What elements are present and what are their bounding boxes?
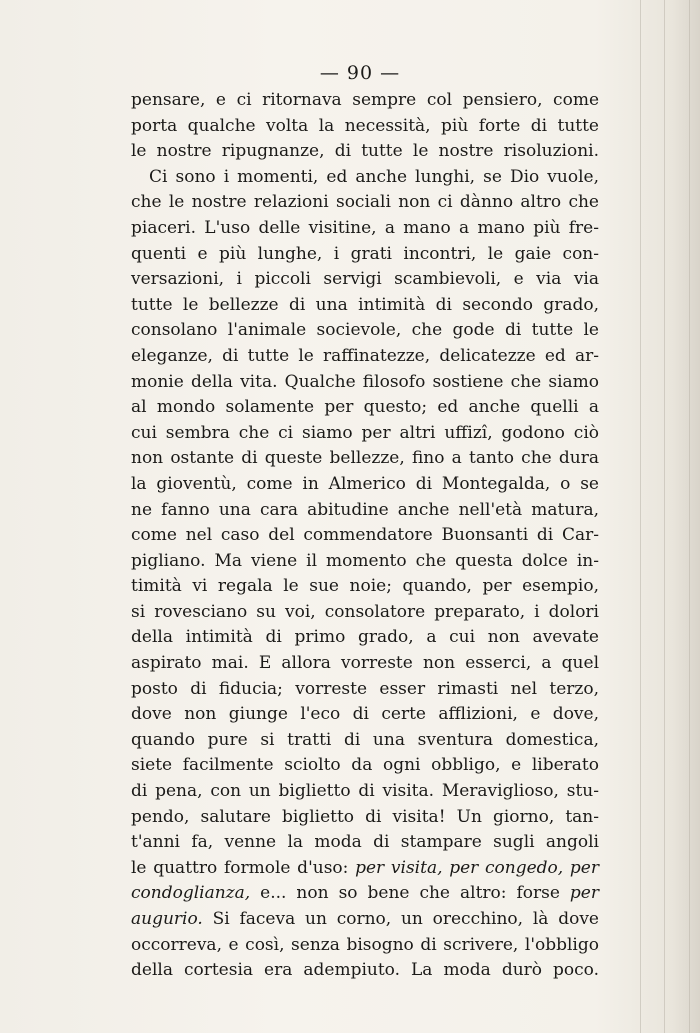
body-text (131, 88, 599, 984)
text-line: quando pure si tratti di una sventura domestica, (131, 729, 599, 750)
text-line: quenti e più lunghe, i grati incontri, le gaie con- (131, 243, 599, 264)
text-line: di pena, con un biglietto di visita. Meraviglioso, stu- (131, 781, 599, 802)
text-line: ne fanno una cara abitudine anche nell'età matura, (131, 499, 599, 520)
text-line (131, 907, 599, 933)
text-line: Ci sono i momenti, ed anche lunghi, se Dio vuole, (149, 166, 599, 187)
text-line: versazioni, i piccoli servigi scambievoli, e via via (131, 269, 599, 290)
text-line: porta qualche volta la necessità, più forte di tutte (131, 115, 599, 136)
text-line: pigliano. Ma viene il momento che questa dolce in- (131, 550, 599, 571)
text-line: della cortesia era adempiuto. La moda durò poco. (131, 960, 599, 981)
page-edge-shadow (689, 0, 690, 1033)
text-line: timità vi regala le sue noie; quando, per esempio, (131, 576, 599, 597)
text-line: pendo, salutare biglietto di visita! Un giorno, tan- (131, 806, 599, 827)
text-line: posto di fiducia; vorreste esser rimasti nel terzo, (131, 678, 599, 699)
text-line: al mondo solamente per questo; ed anche quelli a (131, 397, 599, 418)
text-fragment: Si faceva un corno, un orecchino, là dove (202, 909, 599, 929)
page-edge-shadow (640, 0, 641, 1033)
text-line: la gioventù, come in Almerico di Montegalda, o se (131, 473, 599, 494)
text-line: cui sembra che ci siamo per altri uffizî, godono ciò (131, 422, 599, 443)
text-line: dove non giunge l'eco di certe afflizioni, e dove, (131, 704, 599, 725)
text-fragment: le quattro formole d'uso: (131, 857, 356, 878)
text-line: siete facilmente sciolto da ogni obbligo, e liberato (131, 755, 599, 776)
italic-fragment: augurio. (131, 909, 203, 929)
text-line: non ostante di queste bellezze, fino a tanto che dura (131, 448, 599, 469)
italic-fragment: condoglianza, (131, 883, 251, 904)
text-line: tutte le bellezze di una intimità di secondo grado, (131, 294, 599, 315)
text-line: t'anni fa, venne la moda di stampare sugli angoli (131, 832, 599, 853)
text-line (131, 881, 599, 907)
text-line: monie della vita. Qualche filosofo sostiene che siamo (131, 371, 599, 392)
italic-fragment: per visita, per congedo, per (355, 857, 599, 878)
text-line: consolano l'animale socievole, che gode di tutte le (131, 320, 599, 341)
italic-fragment: per (569, 883, 599, 904)
text-line: le nostre ripugnanze, di tutte le nostre risoluzioni. (131, 141, 599, 162)
text-fragment: e... non so bene che altro: forse (250, 883, 570, 904)
text-line: piaceri. L'uso delle visitine, a mano a mano più fre- (131, 217, 599, 238)
text-line: aspirato mai. E allora vorreste non esserci, a quel (131, 653, 599, 674)
text-line: della intimità di primo grado, a cui non avevate (131, 627, 599, 648)
text-line: eleganze, di tutte le raffinatezze, delicatezze ed ar- (131, 345, 599, 366)
page-edge-shadow (664, 0, 665, 1033)
text-line: occorreva, e così, senza bisogno di scrivere, l'obbligo (131, 934, 599, 955)
page-number: — 90 — (319, 62, 401, 84)
text-line: che le nostre relazioni sociali non ci dànno altro che (131, 192, 599, 213)
text-line: pensare, e ci ritornava sempre col pensiero, come (131, 90, 599, 110)
text-line (131, 856, 599, 882)
text-line: si rovesciano su voi, consolatore preparato, i dolori (131, 601, 599, 622)
text-line: come nel caso del commendatore Buonsanti di Car- (131, 525, 599, 546)
